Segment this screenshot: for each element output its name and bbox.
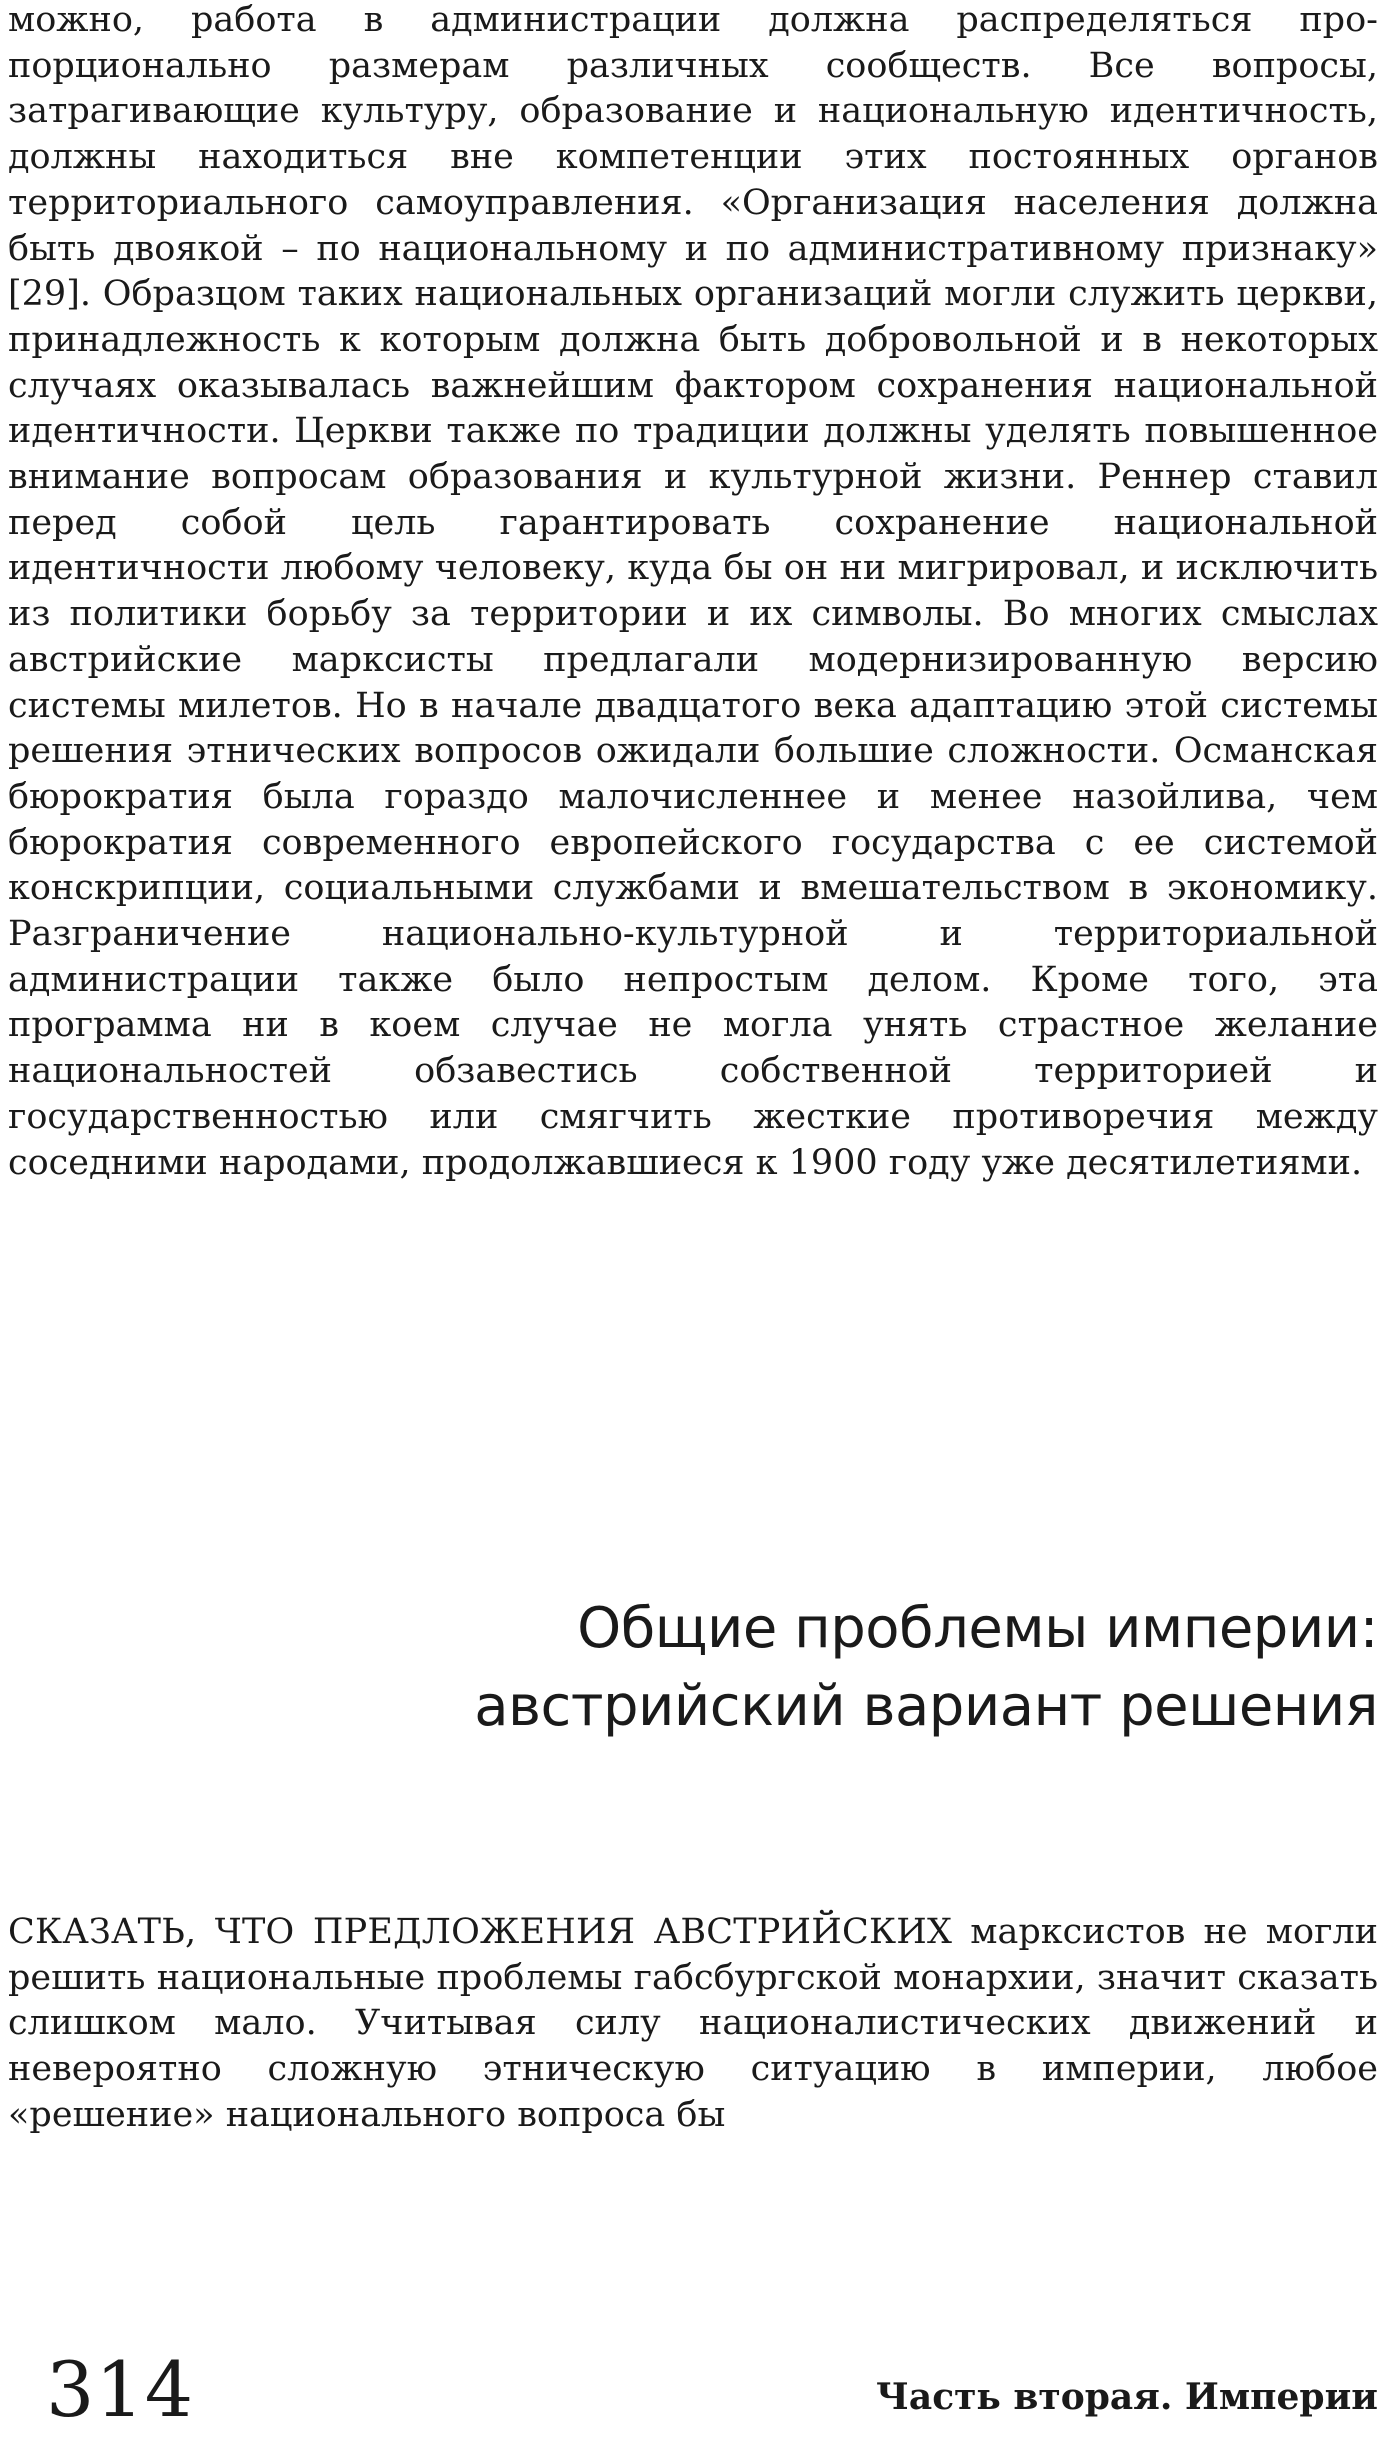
page-number: 314 xyxy=(46,2345,195,2434)
book-page xyxy=(8,0,1378,2458)
body-paragraph-1: можно, работа в администрации должна распределяться пропорционально размерам различных сообществ. Все вопросы, затрагивающие культуру, образование и национальную идентичность, должны находиться вне компетенции этих постоянных органов территориального самоуправления. «Организация населения должна быть двоякой – по национальному и по административному признаку» [29]. Образцом таких национальных организаций могли служить церкви, принадлежность к которым должна быть добровольной и в некоторых случаях оказывалась важнейшим фактором сохранения национальной идентичности. Церкви также по традиции должны уделять повышенное внимание вопросам образования и культурной жизни. Реннер ставил перед собой цель гарантировать сохранение национальной идентичности любому человеку, куда бы он ни мигрировал, и исключить из политики борьбу за территории и их символы. Во многих смыслах австрийские марксисты предлагали модернизированную версию системы милетов. Но в начале двадцатого века адаптацию этой системы решения этнических вопросов ожидали большие сложности. Османская бюрократия была гораздо малочисленнее и менее назойлива, чем бюрократия современного европейского государства с ее системой конскрипции, социальными службами и вмешательством в экономику. Разграничение национально-культурной и территориальной администрации также было непростым делом. Кроме того, эта программа ни в коем случае не могла унять страстное желание национальностей обзавестись собственной территорией и государственностью или смягчить жесткие противоречия между соседними народами, продолжавшиеся к 1900 году уже десятилетиями. xyxy=(8,0,1378,1183)
section-heading xyxy=(8,1590,1378,1746)
body-paragraph-2 xyxy=(8,1910,1378,2139)
paragraph-2-text: марксистов не могли решить национальные проблемы габсбургской монархии, значит сказать слишком мало. Учитывая силу националистических движений и невероятно сложную этническую ситуацию в империи, любое «решение» национального вопроса бы xyxy=(8,1912,1379,2135)
page-footer xyxy=(8,2340,1378,2440)
section-heading-line-2: австрийский вариант решения xyxy=(474,1674,1378,1739)
section-heading-line-1: Общие проблемы империи: xyxy=(577,1596,1378,1661)
paragraph-lead-caps: СКАЗАТЬ, ЧТО ПРЕДЛОЖЕНИЯ АВСТРИЙСКИХ xyxy=(8,1912,953,1952)
running-head: Часть вторая. Империи xyxy=(876,2376,1378,2418)
